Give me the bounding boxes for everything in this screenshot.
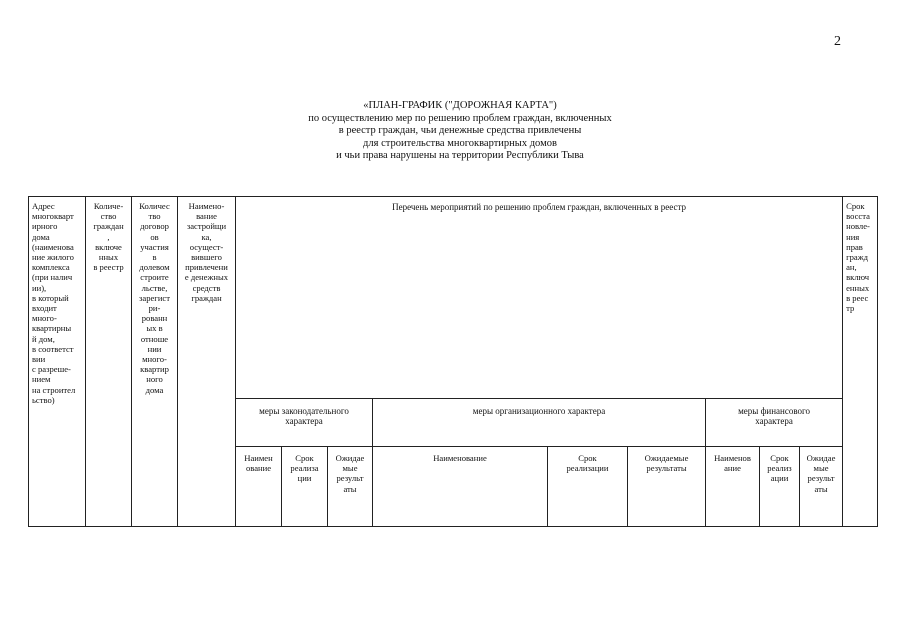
col-header-citizens-count: Количе- ство граждан , включе нных в реестр <box>86 197 132 527</box>
subheader-financial-deadline: Срок реализ ации <box>760 447 800 527</box>
title-line: «ПЛАН-ГРАФИК ("ДОРОЖНАЯ КАРТА") <box>363 100 557 111</box>
title-line: для строительства многоквартирных домов <box>363 137 557 149</box>
title-line: в реестр граждан, чьи денежные средства привлечены <box>338 125 582 137</box>
group-legislative-measures: меры законодательного характера <box>236 399 373 447</box>
page-number: 2 <box>834 34 841 49</box>
subheader-organizational-results: Ожидаемые результаты <box>628 447 706 527</box>
col-header-developer: Наимено- вание застройщи ка, осущест- вившего привлечени е денежных средств граждан <box>178 197 236 527</box>
subheader-financial-results: Ожидае мые результ аты <box>800 447 843 527</box>
roadmap-table <box>28 196 878 527</box>
col-header-measures-list: Перечень мероприятий по решению проблем граждан, включенных в реестр <box>236 197 843 399</box>
document-title <box>210 100 710 163</box>
title-line: по осуществлению мер по решению проблем граждан, включенных <box>308 112 612 124</box>
col-header-address: Адрес многокварт ирного дома (наименова ние жилого комплекса (при налич ии), в который входит много- квартирны й дом, в соответст вии с разреше- нием на строител ьство) <box>29 197 86 527</box>
subheader-organizational-name: Наименование <box>373 447 548 527</box>
subheader-financial-name: Наименов ание <box>706 447 760 527</box>
title-line: и чьи права нарушены на территории Республики Тыва <box>336 150 584 162</box>
col-header-restoration-deadline: Срок восста новле- ния прав гражд ан, включ енных в реес тр <box>843 197 878 527</box>
group-organizational-measures: меры организационного характера <box>373 399 706 447</box>
subheader-legislative-results: Ожидае мые результ аты <box>328 447 373 527</box>
subheader-legislative-deadline: Срок реализа ции <box>282 447 328 527</box>
col-header-contracts-count: Количес тво договор ов участия в долевом строите льстве, зарегист ри- рованн ых в отноше нии много- квартир ного дома <box>132 197 178 527</box>
subheader-legislative-name: Наимен ование <box>236 447 282 527</box>
group-financial-measures: меры финансового характера <box>706 399 843 447</box>
subheader-organizational-deadline: Срок реализации <box>548 447 628 527</box>
